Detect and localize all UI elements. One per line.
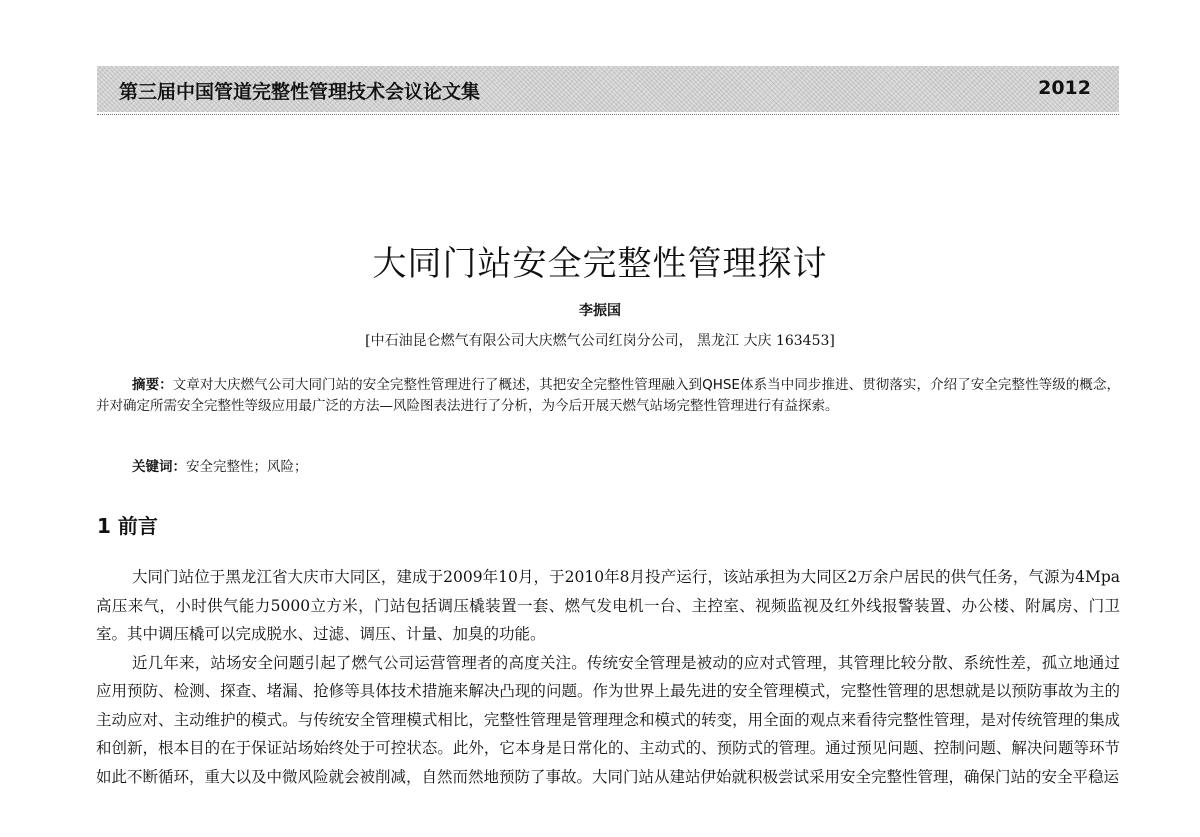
keywords <box>132 455 308 475</box>
abstract <box>96 375 1120 417</box>
abstract-label: 摘要： <box>132 377 173 393</box>
keywords-label: 关键词： <box>132 459 186 475</box>
author-affiliation: [中石油昆仑燃气有限公司大庆燃气公司红岗分公司， 黑龙江 大庆 163453] <box>365 333 835 349</box>
abstract-text: 文章对大庆燃气公司大同门站的安全完整性管理进行了概述，其把安全完整性管理融入到QHSE体系当中同步推进、贯彻落实，介绍了安全完整性等级的概念，并对确定所需安全完整性等级应用最广泛的方法—风险图表法进行了分析，为今后开展天燃气站场完整性管理进行有益探索。 <box>96 377 1121 414</box>
header-divider <box>97 114 1119 115</box>
paper-title: 大同门站安全完整性管理探讨 <box>372 244 828 284</box>
year-label: 2012 <box>1038 77 1091 99</box>
section-heading: 1 前言 <box>97 514 158 538</box>
section-body <box>96 563 1120 791</box>
keywords-text: 安全完整性；风险； <box>186 459 308 475</box>
author-name: 李振国 <box>579 303 621 319</box>
running-header <box>97 66 1119 112</box>
series-title: 第三届中国管道完整性管理技术会议论文集 <box>119 81 481 103</box>
body-paragraph: 近几年来，站场安全问题引起了燃气公司运营管理者的高度关注。传统安全管理是被动的应对式管理，其管理比较分散、系统性差，孤立地通过应用预防、检测、探查、堵漏、抢修等具体技术措施来解决凸现的问题。作为世界上最先进的安全管理模式，完整性管理的思想就是以预防事故为主的主动应对、主动维护的模式。与传统安全管理模式相比，完整性管理是管理理念和模式的转变，用全面的观点来看待完整性管理，是对传统管理的集成和创新，根本目的在于保证站场始终处于可控状态。此外，它本身是日常化的、主动式的、预防式的管理。通过预见问题、控制问题、解决问题等环节如此不断循环，重大以及中微风险就会被削减，自然而然地预防了事故。大同门站从建站伊始就积极尝试采用安全完整性管理，确保门站的安全平稳运 <box>96 653 1120 786</box>
body-paragraph: 大同门站位于黑龙江省大庆市大同区，建成于2009年10月，于2010年8月投产运行，该站承担为大同区2万余户居民的供气任务，气源为4Mpa高压来气，小时供气能力5000立方米，门站包括调压橇装置一套、燃气发电机一台、主控室、视频监视及红外线报警装置、办公楼、附属房、门卫室。其中调压橇可以完成脱水、过滤、调压、计量、加臭的功能。 <box>96 568 1120 643</box>
